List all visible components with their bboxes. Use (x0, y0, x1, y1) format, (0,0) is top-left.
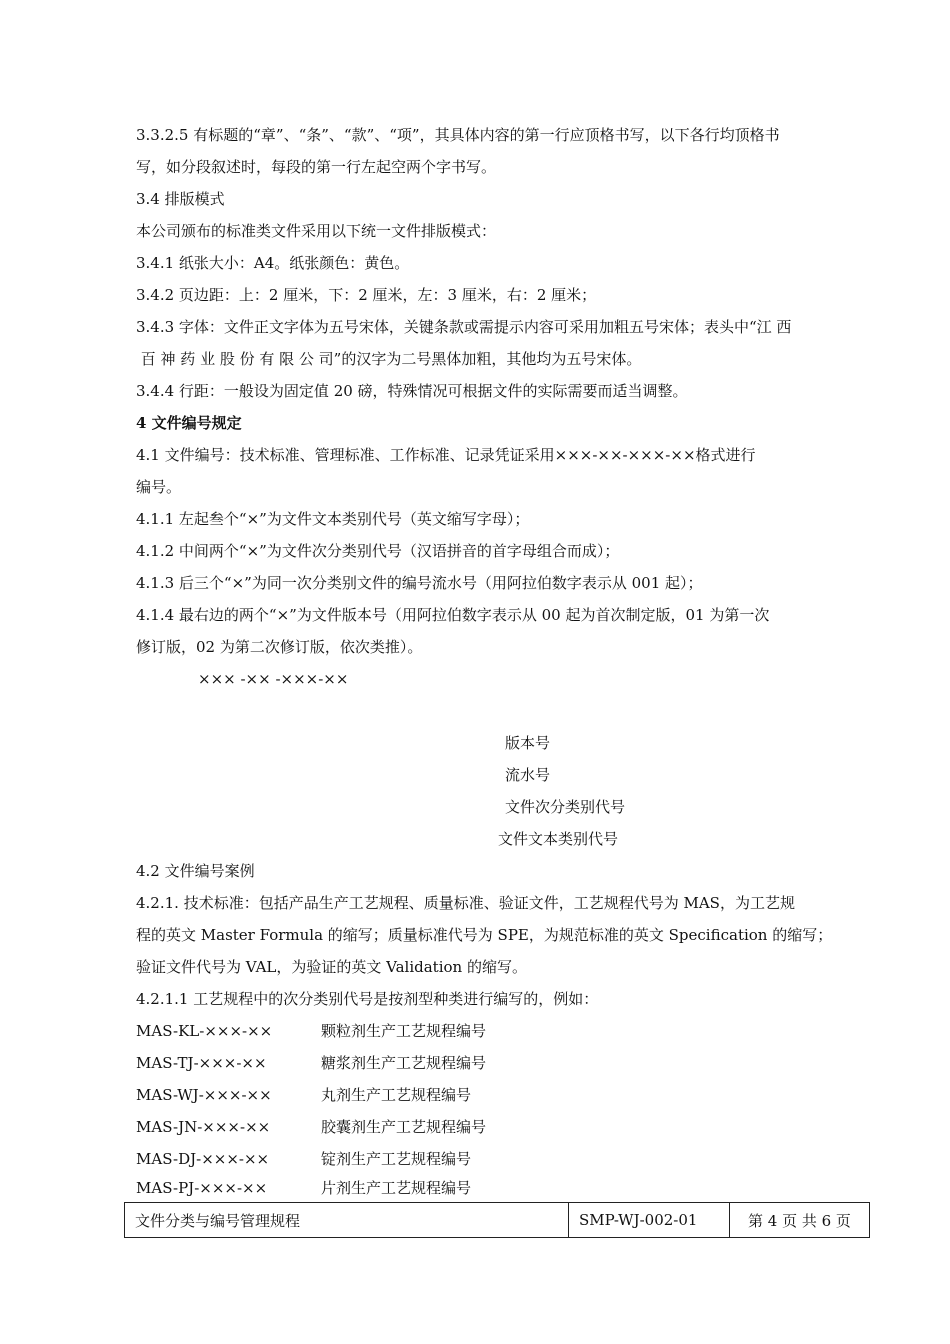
body-line: 4.1.3 后三个“×”为同一次分类别文件的编号流水号（用阿拉伯数字表示从 001 起）； (136, 574, 703, 592)
section-heading: 4 文件编号规定 (136, 414, 242, 432)
body-line: 写，如分段叙述时，每段的第一行左起空两个字书写。 (136, 158, 497, 176)
pattern-label-version: 版本号 (505, 734, 551, 752)
code-description: 片剂生产工艺规程编号 (321, 1179, 472, 1197)
body-line: 4.1.4 最右边的两个“×”为文件版本号（用阿拉伯数字表示从 00 起为首次制定版，01 为第一次 (136, 606, 770, 624)
body-line: 程的英文 Master Formula 的缩写；质量标准代号为 SPE，为规范标准的英文 Specification 的缩写； (136, 926, 833, 944)
footer-title: 文件分类与编号管理规程 (125, 1203, 569, 1237)
section-heading: 3.4 排版模式 (136, 190, 225, 208)
body-line: 百 神 药 业 股 份 有 限 公 司”的汉字为二号黑体加粗，其他均为五号宋体。 (136, 350, 642, 368)
body-line: 3.4.1 纸张大小：A4。纸张颜色：黄色。 (136, 254, 410, 272)
body-line: 4.1.2 中间两个“×”为文件次分类别代号（汉语拼音的首字母组合而成）； (136, 542, 620, 560)
code-example: MAS-KL-×××-×× (136, 1022, 273, 1040)
body-line: 4.2.1.1 工艺规程中的次分类别代号是按剂型种类进行编写的，例如： (136, 990, 599, 1008)
code-example: MAS-DJ-×××-×× (136, 1150, 270, 1168)
body-line: 4.2.1. 技术标准：包括产品生产工艺规程、质量标准、验证文件，工艺规程代号为 MAS，为工艺规 (136, 894, 795, 912)
code-example: MAS-PJ-×××-×× (136, 1179, 268, 1197)
pattern-label-serial: 流水号 (505, 766, 551, 784)
body-line: 3.3.2.5 有标题的“章”、“条”、“款”、“项”，其具体内容的第一行应顶格书写，以下各行均顶格书 (136, 126, 780, 144)
body-line: 4.1.1 左起叁个“×”为文件文本类别代号（英文缩写字母）； (136, 510, 530, 528)
body-line: 修订版，02 为第二次修订版，依次类推）。 (136, 638, 423, 656)
code-description: 锭剂生产工艺规程编号 (321, 1150, 472, 1168)
body-line: 3.4.4 行距：一般设为固定值 20 磅，特殊情况可根据文件的实际需要而适当调整。 (136, 382, 688, 400)
code-example: MAS-TJ-×××-×× (136, 1054, 267, 1072)
body-line: 3.4.3 字体：文件正文字体为五号宋体，关键条款或需提示内容可采用加粗五号宋体；表头中“江 西 (136, 318, 792, 336)
code-example: MAS-WJ-×××-×× (136, 1086, 272, 1104)
code-description: 胶囊剂生产工艺规程编号 (321, 1118, 487, 1136)
body-line: 4.1 文件编号：技术标准、管理标准、工作标准、记录凭证采用×××-××-×××-××格式进行 (136, 446, 756, 464)
code-description: 糖浆剂生产工艺规程编号 (321, 1054, 487, 1072)
format-pattern: ××× -×× -×××-×× (198, 670, 349, 688)
code-description: 颗粒剂生产工艺规程编号 (321, 1022, 487, 1040)
body-line: 3.4.2 页边距：上：2 厘米，下：2 厘米，左：3 厘米，右：2 厘米； (136, 286, 597, 304)
footer-page-number: 第 4 页 共 6 页 (748, 1211, 851, 1230)
body-line: 验证文件代号为 VAL，为验证的英文 Validation 的缩写。 (136, 958, 527, 976)
section-heading: 4.2 文件编号案例 (136, 862, 255, 880)
footer-table (124, 1202, 870, 1238)
body-line: 本公司颁布的标准类文件采用以下统一文件排版模式： (136, 222, 497, 240)
pattern-label-text-class: 文件文本类别代号 (498, 830, 619, 848)
pattern-label-subclass: 文件次分类别代号 (505, 798, 626, 816)
code-example: MAS-JN-×××-×× (136, 1118, 271, 1136)
footer-doc-number: SMP-WJ-002-01 (569, 1203, 730, 1237)
body-line: 编号。 (136, 478, 182, 496)
code-description: 丸剂生产工艺规程编号 (321, 1086, 472, 1104)
